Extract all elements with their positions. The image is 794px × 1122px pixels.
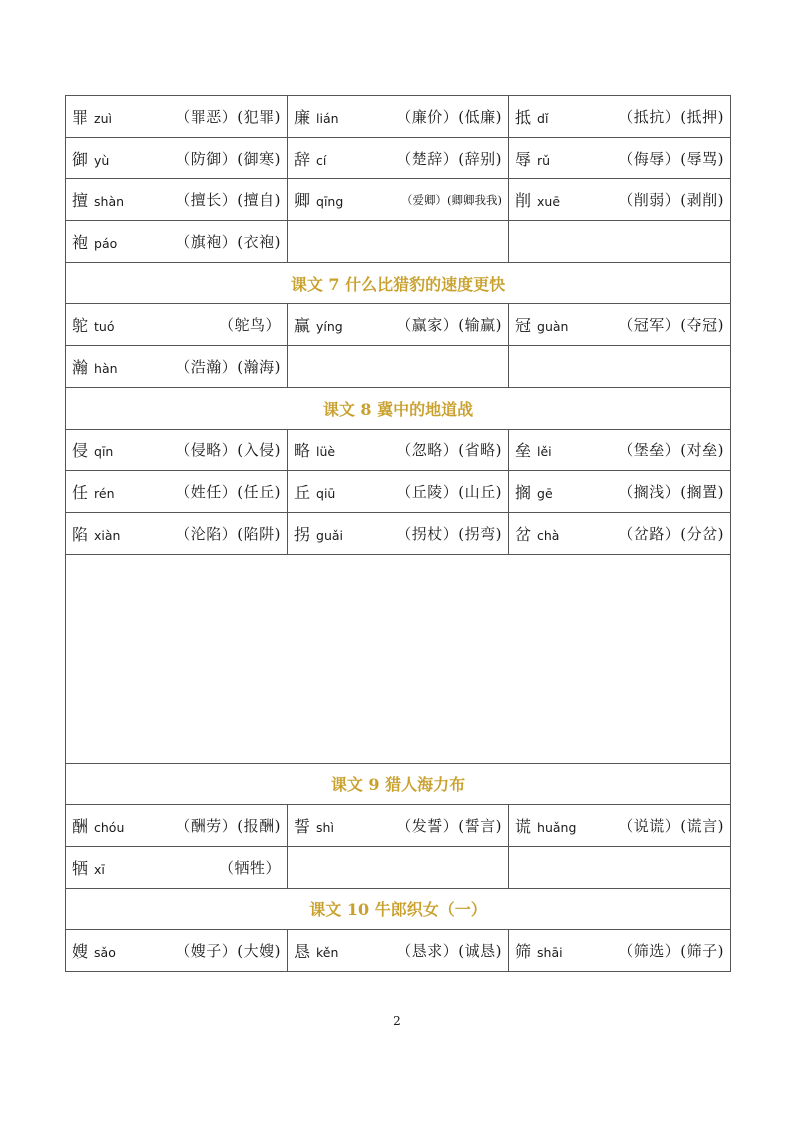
character-cell: [509, 179, 731, 221]
pinyin: qiū: [316, 486, 336, 502]
character-entry: [294, 814, 502, 837]
character-head: [294, 147, 326, 170]
example-words: （旗袍）(衣袍): [175, 232, 281, 251]
character-head: [72, 188, 124, 211]
character-entry: [515, 480, 724, 503]
example-words: （抵抗）(抵押): [618, 107, 724, 126]
lesson-title: 课文 9 猎人海力布: [66, 763, 731, 805]
lesson-title: 课文 10 牛郎织女（一）: [66, 888, 731, 930]
lesson-title: 课文 7 什么比猎豹的速度更快: [66, 262, 731, 304]
character-cell: [66, 930, 288, 972]
example-words: （廉价）(低廉): [396, 107, 502, 126]
example-words: （削弱）(剥削): [618, 191, 724, 210]
character-entry: [72, 438, 281, 461]
lesson-title-row: [66, 262, 731, 304]
character-head: [515, 480, 553, 503]
character-entry: [515, 939, 724, 962]
example-words: （爱卿）(卿卿我我): [401, 192, 502, 207]
empty-cell: [288, 846, 509, 888]
character-head: [515, 438, 552, 461]
character-row: [66, 221, 731, 263]
pinyin: xī: [94, 861, 105, 877]
example-words: （拐杖）(拐弯): [396, 524, 502, 543]
character-cell: [509, 471, 731, 513]
pinyin: xiàn: [94, 527, 121, 543]
hanzi: 侵: [72, 441, 89, 461]
pinyin: dǐ: [537, 110, 549, 126]
character-cell: [66, 471, 288, 513]
example-words: （丘陵）(山丘): [396, 483, 502, 502]
character-head: [515, 313, 568, 336]
example-words: （罪恶）(犯罪): [175, 107, 281, 126]
page-number: 2: [393, 1014, 401, 1028]
character-cell: [66, 179, 288, 221]
hanzi: 岔: [515, 524, 532, 544]
pinyin: páo: [94, 235, 118, 251]
empty-cell: [509, 221, 731, 263]
pinyin: lián: [316, 110, 339, 126]
hanzi: 赢: [294, 316, 311, 336]
character-entry: [72, 856, 281, 879]
pinyin: tuó: [94, 319, 115, 335]
character-entry: [72, 355, 281, 378]
hanzi: 任: [72, 483, 89, 503]
character-head: [72, 480, 115, 503]
example-words: （筛选）(筛子): [618, 942, 724, 961]
character-cell: [509, 512, 731, 554]
hanzi: 拐: [294, 524, 311, 544]
character-cell: [509, 96, 731, 138]
example-words: （浩瀚）(瀚海): [175, 357, 281, 376]
character-cell: [66, 304, 288, 346]
character-entry: [294, 188, 502, 211]
example-words: （酬劳）(报酬): [175, 817, 281, 836]
character-entry: [515, 313, 724, 336]
hanzi: 御: [72, 149, 89, 169]
character-cell: [66, 96, 288, 138]
character-row: [66, 346, 731, 388]
character-entry: [515, 147, 724, 170]
character-entry: [294, 313, 502, 336]
example-words: （侵略）(入侵): [175, 441, 281, 460]
vocabulary-table: [65, 95, 731, 972]
hanzi: 辞: [294, 149, 311, 169]
character-cell: [288, 512, 509, 554]
hanzi: 抵: [515, 107, 532, 127]
character-row: [66, 137, 731, 179]
hanzi: 谎: [515, 817, 532, 837]
character-head: [294, 438, 335, 461]
hanzi: 誓: [294, 817, 311, 837]
character-head: [294, 188, 343, 211]
hanzi: 恳: [294, 942, 311, 962]
example-words: （牺牲）: [218, 858, 281, 877]
character-cell: [66, 429, 288, 471]
character-entry: [294, 438, 502, 461]
character-entry: [72, 230, 281, 253]
pinyin: lěi: [537, 444, 552, 460]
character-head: [294, 522, 343, 545]
example-words: （鸵鸟）: [218, 316, 281, 335]
character-row: [66, 304, 731, 346]
example-words: （擅长）(擅自): [175, 191, 281, 210]
blank-row: [66, 554, 731, 763]
character-cell: [288, 429, 509, 471]
character-cell: [509, 304, 731, 346]
character-head: [294, 814, 334, 837]
character-entry: [72, 105, 281, 128]
character-head: [294, 939, 338, 962]
hanzi: 辱: [515, 149, 532, 169]
example-words: （姓任）(任丘): [175, 483, 281, 502]
example-words: （侮辱）(辱骂): [618, 149, 724, 168]
hanzi: 丘: [294, 483, 311, 503]
hanzi: 袍: [72, 232, 89, 252]
character-entry: [515, 188, 724, 211]
character-row: [66, 96, 731, 138]
character-entry: [294, 147, 502, 170]
character-head: [72, 355, 118, 378]
character-entry: [72, 188, 281, 211]
character-head: [515, 814, 576, 837]
character-cell: [288, 930, 509, 972]
character-head: [72, 814, 124, 837]
hanzi: 擅: [72, 191, 89, 211]
pinyin: guǎi: [316, 527, 344, 543]
character-cell: [509, 930, 731, 972]
example-words: （沦陷）(陷阱): [175, 524, 281, 543]
blank-space: [66, 554, 731, 763]
hanzi: 冠: [515, 316, 532, 336]
hanzi: 罪: [72, 107, 89, 127]
character-row: [66, 179, 731, 221]
hanzi: 瀚: [72, 357, 89, 377]
example-words: （岔路）(分岔): [618, 524, 724, 543]
character-row: [66, 846, 731, 888]
lesson-title: 课文 8 冀中的地道战: [66, 387, 731, 429]
character-head: [72, 856, 105, 879]
pinyin: chà: [537, 527, 560, 543]
character-head: [515, 147, 550, 170]
character-head: [72, 105, 112, 128]
pinyin: xuē: [537, 194, 561, 210]
example-words: （堡垒）(对垒): [618, 441, 724, 460]
example-words: （楚辞）(辞别): [396, 149, 502, 168]
example-words: （冠军）(夺冠): [618, 316, 724, 335]
pinyin: zuì: [94, 110, 112, 126]
hanzi: 搁: [515, 483, 532, 503]
character-entry: [294, 522, 502, 545]
pinyin: yù: [94, 152, 110, 168]
pinyin: cí: [316, 152, 327, 168]
character-head: [515, 939, 563, 962]
pinyin: rén: [94, 486, 115, 502]
character-head: [515, 522, 559, 545]
character-entry: [72, 814, 281, 837]
lesson-title-row: [66, 888, 731, 930]
hanzi: 牺: [72, 858, 89, 878]
character-cell: [509, 805, 731, 847]
character-cell: [66, 846, 288, 888]
example-words: （搁浅）(搁置): [618, 483, 724, 502]
character-row: [66, 930, 731, 972]
pinyin: lüè: [316, 444, 336, 460]
empty-cell: [288, 221, 509, 263]
character-row: [66, 471, 731, 513]
hanzi: 略: [294, 441, 311, 461]
lesson-title-row: [66, 387, 731, 429]
empty-cell: [288, 346, 509, 388]
pinyin: huǎng: [537, 820, 577, 836]
character-entry: [72, 147, 281, 170]
character-head: [72, 313, 115, 336]
character-head: [72, 230, 117, 253]
character-entry: [515, 438, 724, 461]
character-entry: [515, 814, 724, 837]
pinyin: shāi: [537, 945, 563, 961]
hanzi: 嫂: [72, 942, 89, 962]
character-cell: [288, 179, 509, 221]
pinyin: gē: [537, 486, 553, 502]
example-words: （恳求）(诚恳): [396, 942, 502, 961]
character-head: [72, 438, 113, 461]
example-words: （赢家）(输赢): [396, 316, 502, 335]
character-head: [72, 147, 109, 170]
character-cell: [288, 96, 509, 138]
pinyin: yíng: [316, 319, 343, 335]
hanzi: 鸵: [72, 316, 89, 336]
character-cell: [288, 137, 509, 179]
character-cell: [66, 137, 288, 179]
character-cell: [509, 429, 731, 471]
character-entry: [72, 939, 281, 962]
pinyin: shàn: [94, 194, 125, 210]
character-entry: [72, 522, 281, 545]
hanzi: 卿: [294, 191, 311, 211]
character-cell: [66, 512, 288, 554]
example-words: （发誓）(誓言): [396, 817, 502, 836]
character-entry: [72, 480, 281, 503]
character-head: [294, 105, 339, 128]
pinyin: guàn: [537, 319, 569, 335]
example-words: （嫂子）(大嫂): [175, 942, 281, 961]
example-words: （防御）(御寒): [175, 149, 281, 168]
hanzi: 廉: [294, 107, 311, 127]
character-head: [72, 939, 116, 962]
character-head: [515, 105, 548, 128]
lesson-title-row: [66, 763, 731, 805]
character-entry: [515, 105, 724, 128]
pinyin: shì: [316, 820, 334, 836]
hanzi: 削: [515, 191, 532, 211]
empty-cell: [509, 846, 731, 888]
character-row: [66, 805, 731, 847]
hanzi: 筛: [515, 942, 532, 962]
character-entry: [294, 480, 502, 503]
character-cell: [288, 805, 509, 847]
character-cell: [66, 346, 288, 388]
character-head: [294, 313, 343, 336]
character-head: [72, 522, 120, 545]
character-cell: [288, 471, 509, 513]
pinyin: qīng: [316, 194, 344, 210]
character-entry: [515, 522, 724, 545]
example-words: （说谎）(谎言): [618, 817, 724, 836]
pinyin: chóu: [94, 820, 125, 836]
pinyin: hàn: [94, 360, 118, 376]
pinyin: kěn: [316, 945, 339, 961]
character-head: [515, 188, 560, 211]
character-row: [66, 512, 731, 554]
hanzi: 陷: [72, 524, 89, 544]
character-entry: [294, 105, 502, 128]
example-words: （忽略）(省略): [396, 441, 502, 460]
character-cell: [66, 805, 288, 847]
character-cell: [66, 221, 288, 263]
character-cell: [288, 304, 509, 346]
hanzi: 垒: [515, 441, 532, 461]
character-head: [294, 480, 335, 503]
pinyin: qīn: [94, 444, 114, 460]
pinyin: sǎo: [94, 945, 116, 961]
empty-cell: [509, 346, 731, 388]
character-cell: [509, 137, 731, 179]
character-entry: [294, 939, 502, 962]
character-row: [66, 429, 731, 471]
pinyin: rǔ: [537, 152, 551, 168]
hanzi: 酬: [72, 817, 89, 837]
character-entry: [72, 313, 281, 336]
